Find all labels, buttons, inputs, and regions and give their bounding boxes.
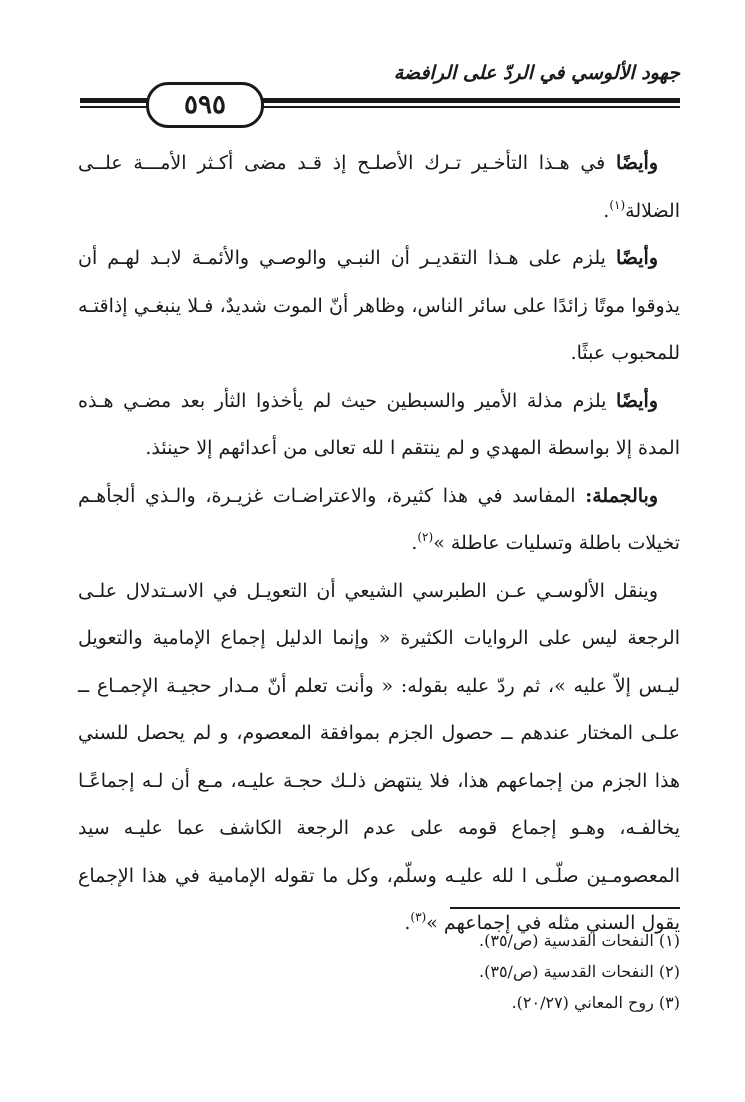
paragraph-4 (78, 473, 680, 568)
paragraph-text: في هـذا التأخـير تـرك الأصلـح إذ قـد مضى أكـثر الأمـــة علــى الضلالة (78, 152, 680, 222)
running-title: جهود الألوسي في الردّ على الرافضة (393, 62, 680, 84)
paragraph-text: وينقل الألوسـي عـن الطبرسي الشيعي أن التعويـل في الاسـتدلال علـى الرجعة ليس على الروايات الكثيرة « وإنما الدليل إجماع الإمامية والتعويل ليـس إلاّ عليه »، ثم ردّ عليه بقوله: « وأنت تعلم أنّ مـدار حجيـة الإجمـاع ــ علـى المختار عندهم ــ حصول الجزم بموافقة المعصوم، و لم يحصل للسني هذا الجزم من إجماعهم هذا، فلا ينتهض ذلـك حجـة عليـه، مـع أن لـه إجماعًـا يخالفـه، وهـو إجماع قومه على عدم الرجعة الكاشف عما عليـه سيد المعصومـين صلّـى ا لله عليـه وسلّم، وكل ما تقوله الإمامية في هذا الإجماع يقول السني مثله في إجماعهم » (78, 579, 680, 934)
paragraph-text: يلزم مذلة الأمير والسبطين حيث لم يأخذوا الثأر بعد مضـي هـذه المدة إلا بواسطة المهدي و لم ينتقم ا لله تعالى من أعدائهم إلا حينئذ. (78, 389, 680, 459)
paragraph-tail: . (404, 912, 411, 934)
paragraph-3 (78, 378, 680, 473)
footnote-1: (١) النفحات القدسية (ص/٣٥). (479, 931, 680, 950)
footnote-ref: (٣) (410, 910, 427, 924)
paragraph-lead: وأيضًا (615, 389, 658, 412)
paragraph-5 (78, 568, 680, 948)
paragraph-1 (78, 140, 680, 235)
page-number: ٥٩٥ (146, 82, 264, 128)
paragraph-2 (78, 235, 680, 378)
paragraph-lead: وأيضًا (615, 247, 658, 269)
page-header (80, 58, 680, 122)
footnote-2: (٢) النفحات القدسية (ص/٣٥). (479, 962, 680, 981)
footnote-ref: (١) (609, 197, 626, 212)
footnote-ref: (٢) (417, 530, 434, 544)
body-text (78, 140, 680, 948)
paragraph-tail: . (603, 199, 610, 222)
footnotes (80, 925, 680, 1018)
paragraph-text: المفاسد في هذا كثيرة، والاعتراضـات غزيـرة، والـذي ألجأهـم تخيلات باطلة وتسليات عاطلة » (78, 484, 680, 554)
paragraph-lead: وأيضًا (615, 152, 658, 174)
paragraph-text: يلزم على هـذا التقديـر أن النبـي والوصـي والأئمـة لابـد لهـم أن يذوقوا موتًا زائدًا على سائر الناس، وظاهر أنّ الموت شديدٌ، فـلا ينبغـي إذاقتـه للمحبوب عبثًا. (78, 247, 680, 364)
paragraph-tail: . (411, 532, 418, 554)
footnote-3: (٣) روح المعاني (٢٠/٢٧). (511, 993, 680, 1012)
paragraph-lead: وبالجملة: (585, 484, 658, 507)
footnote-divider (450, 907, 680, 909)
